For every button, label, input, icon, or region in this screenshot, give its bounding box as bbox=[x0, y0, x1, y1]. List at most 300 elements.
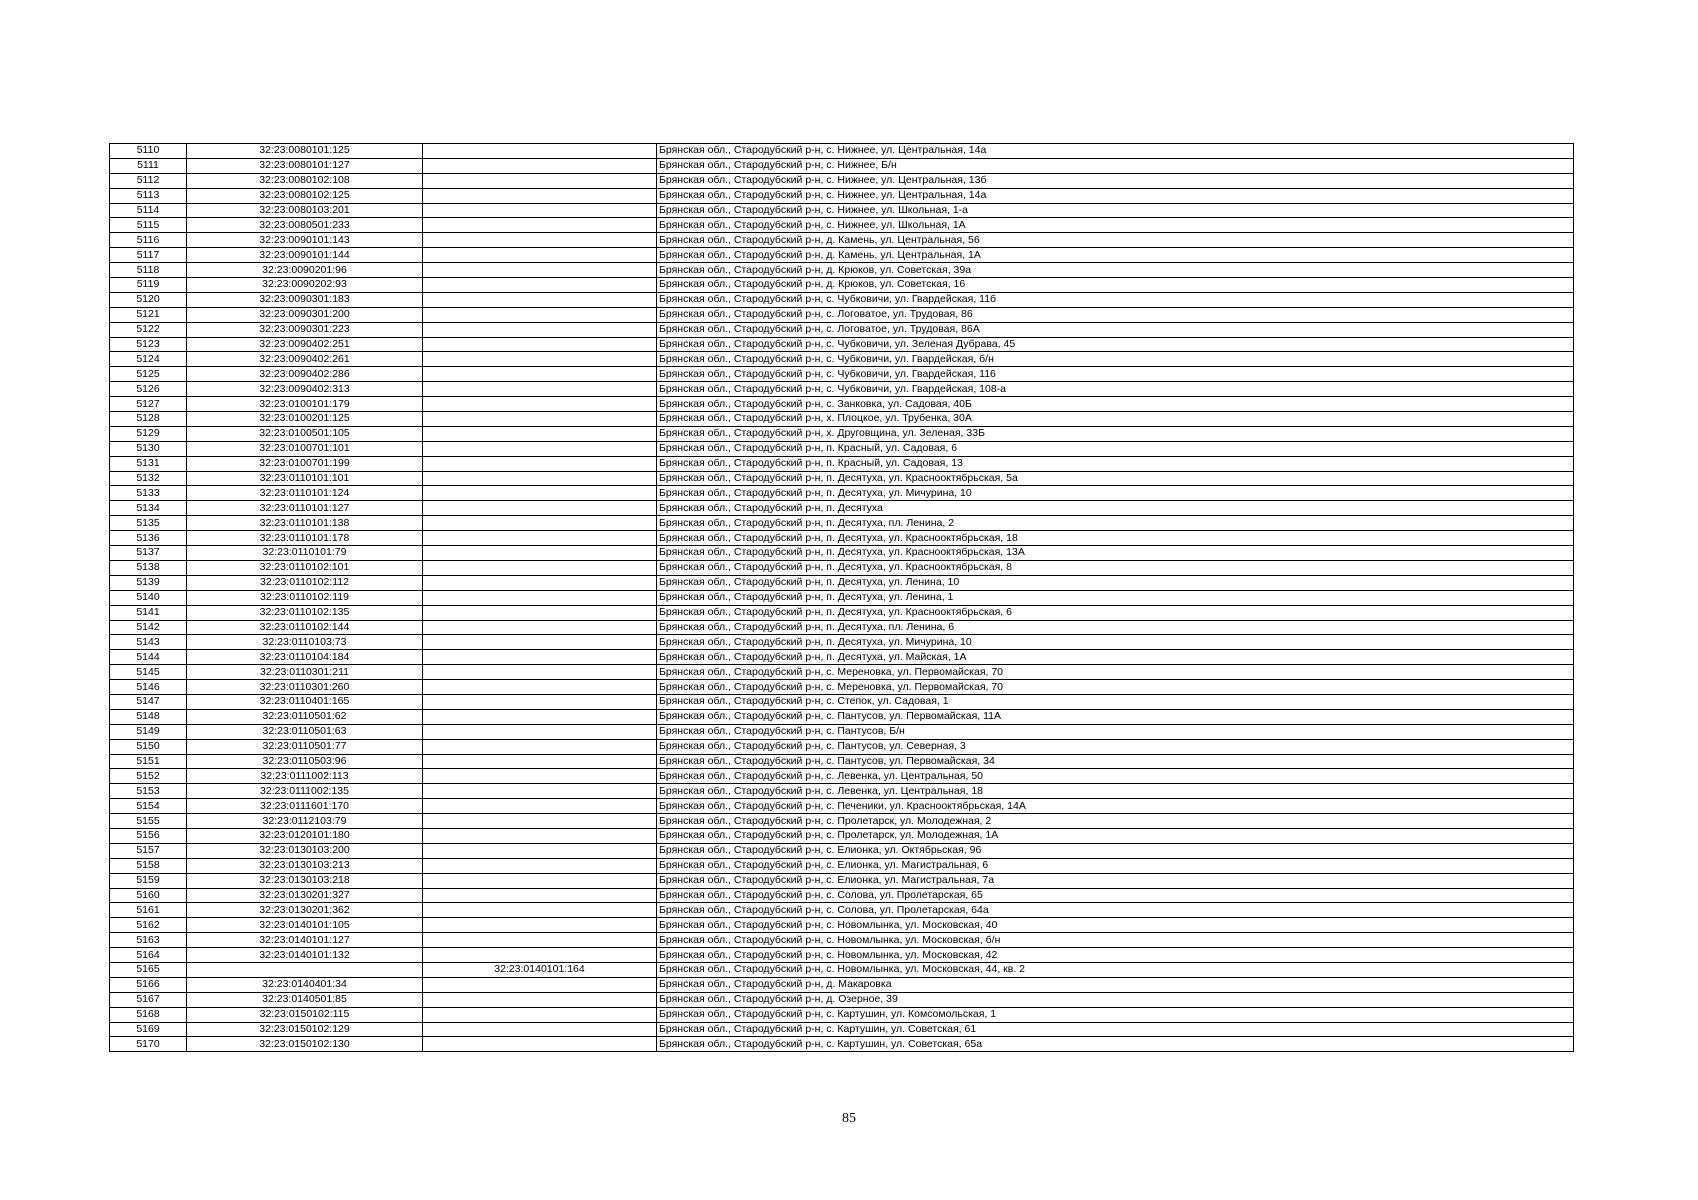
registry-table-body bbox=[110, 144, 1574, 1052]
row-number-cell: 5157 bbox=[110, 843, 187, 858]
row-number-cell: 5115 bbox=[110, 218, 187, 233]
table-row bbox=[110, 933, 1574, 948]
address-cell: Брянская обл., Стародубский р-н, х. Друговщина, ул. Зеленая, 33Б bbox=[657, 426, 1574, 441]
address-cell: Брянская обл., Стародубский р-н, п. Десятуха, ул. Краснооктябрьская, 18 bbox=[657, 531, 1574, 546]
cadastral-number-cell: 32:23:0100501:105 bbox=[187, 426, 423, 441]
secondary-cadastral-number-cell bbox=[423, 843, 657, 858]
cadastral-number-cell: 32:23:0090301:183 bbox=[187, 292, 423, 307]
table-row bbox=[110, 456, 1574, 471]
table-row bbox=[110, 278, 1574, 293]
table-row bbox=[110, 144, 1574, 159]
secondary-cadastral-number-cell bbox=[423, 501, 657, 516]
secondary-cadastral-number-cell bbox=[423, 709, 657, 724]
row-number-cell: 5151 bbox=[110, 754, 187, 769]
cadastral-number-cell: 32:23:0090402:251 bbox=[187, 337, 423, 352]
cadastral-number-cell: 32:23:0090101:143 bbox=[187, 233, 423, 248]
cadastral-number-cell bbox=[187, 962, 423, 977]
table-row bbox=[110, 412, 1574, 427]
cadastral-number-cell: 32:23:0090201:96 bbox=[187, 263, 423, 278]
table-row bbox=[110, 590, 1574, 605]
cadastral-number-cell: 32:23:0140401:34 bbox=[187, 977, 423, 992]
row-number-cell: 5116 bbox=[110, 233, 187, 248]
cadastral-number-cell: 32:23:0110501:62 bbox=[187, 709, 423, 724]
table-row bbox=[110, 843, 1574, 858]
table-row bbox=[110, 903, 1574, 918]
cadastral-number-cell: 32:23:0150102:115 bbox=[187, 1007, 423, 1022]
address-cell: Брянская обл., Стародубский р-н, с. Нижнее, Б/н bbox=[657, 158, 1574, 173]
row-number-cell: 5167 bbox=[110, 992, 187, 1007]
cadastral-number-cell: 32:23:0140101:127 bbox=[187, 933, 423, 948]
secondary-cadastral-number-cell bbox=[423, 322, 657, 337]
row-number-cell: 5111 bbox=[110, 158, 187, 173]
table-row bbox=[110, 605, 1574, 620]
row-number-cell: 5148 bbox=[110, 709, 187, 724]
secondary-cadastral-number-cell bbox=[423, 1022, 657, 1037]
secondary-cadastral-number-cell bbox=[423, 620, 657, 635]
secondary-cadastral-number-cell bbox=[423, 575, 657, 590]
secondary-cadastral-number-cell bbox=[423, 516, 657, 531]
cadastral-number-cell: 32:23:0110101:79 bbox=[187, 546, 423, 561]
secondary-cadastral-number-cell bbox=[423, 188, 657, 203]
table-row bbox=[110, 397, 1574, 412]
address-cell: Брянская обл., Стародубский р-н, с. Новомлынка, ул. Московская, 40 bbox=[657, 918, 1574, 933]
cadastral-number-cell: 32:23:0110101:127 bbox=[187, 501, 423, 516]
secondary-cadastral-number-cell bbox=[423, 948, 657, 963]
secondary-cadastral-number-cell bbox=[423, 158, 657, 173]
table-row bbox=[110, 724, 1574, 739]
address-cell: Брянская обл., Стародубский р-н, с. Нижнее, ул. Школьная, 1-а bbox=[657, 203, 1574, 218]
table-row bbox=[110, 1022, 1574, 1037]
secondary-cadastral-number-cell bbox=[423, 724, 657, 739]
row-number-cell: 5168 bbox=[110, 1007, 187, 1022]
address-cell: Брянская обл., Стародубский р-н, д. Крюков, ул. Советская, 16 bbox=[657, 278, 1574, 293]
cadastral-number-cell: 32:23:0080102:125 bbox=[187, 188, 423, 203]
table-row bbox=[110, 501, 1574, 516]
cadastral-number-cell: 32:23:0130103:218 bbox=[187, 873, 423, 888]
address-cell: Брянская обл., Стародубский р-н, с. Левенка, ул. Центральная, 18 bbox=[657, 784, 1574, 799]
secondary-cadastral-number-cell bbox=[423, 337, 657, 352]
cadastral-number-cell: 32:23:0100201:125 bbox=[187, 412, 423, 427]
cadastral-number-cell: 32:23:0130201:327 bbox=[187, 888, 423, 903]
table-row bbox=[110, 784, 1574, 799]
row-number-cell: 5125 bbox=[110, 367, 187, 382]
table-row bbox=[110, 680, 1574, 695]
secondary-cadastral-number-cell bbox=[423, 546, 657, 561]
address-cell: Брянская обл., Стародубский р-н, с. Нижнее, ул. Центральная, 14а bbox=[657, 188, 1574, 203]
table-row bbox=[110, 292, 1574, 307]
address-cell: Брянская обл., Стародубский р-н, с. Чубковичи, ул. Гвардейская, 108-а bbox=[657, 382, 1574, 397]
address-cell: Брянская обл., Стародубский р-н, с. Чубковичи, ул. Гвардейская, 116 bbox=[657, 367, 1574, 382]
cadastral-number-cell: 32:23:0090301:200 bbox=[187, 307, 423, 322]
address-cell: Брянская обл., Стародубский р-н, с. Елионка, ул. Магистральная, 7а bbox=[657, 873, 1574, 888]
cadastral-number-cell: 32:23:0110401:165 bbox=[187, 694, 423, 709]
cadastral-number-cell: 32:23:0110501:63 bbox=[187, 724, 423, 739]
address-cell: Брянская обл., Стародубский р-н, с. Картушин, ул. Советская, 61 bbox=[657, 1022, 1574, 1037]
row-number-cell: 5143 bbox=[110, 635, 187, 650]
address-cell: Брянская обл., Стародубский р-н, с. Новомлынка, ул. Московская, б/н bbox=[657, 933, 1574, 948]
address-cell: Брянская обл., Стародубский р-н, х. Плоцкое, ул. Трубенка, 30А bbox=[657, 412, 1574, 427]
secondary-cadastral-number-cell bbox=[423, 263, 657, 278]
page-number: 85 bbox=[842, 1111, 856, 1126]
address-cell: Брянская обл., Стародубский р-н, с. Чубковичи, ул. Зеленая Дубрава, 45 bbox=[657, 337, 1574, 352]
row-number-cell: 5122 bbox=[110, 322, 187, 337]
cadastral-number-cell: 32:23:0100701:101 bbox=[187, 441, 423, 456]
cadastral-number-cell: 32:23:0120101:180 bbox=[187, 828, 423, 843]
secondary-cadastral-number-cell bbox=[423, 144, 657, 159]
row-number-cell: 5128 bbox=[110, 412, 187, 427]
row-number-cell: 5153 bbox=[110, 784, 187, 799]
secondary-cadastral-number-cell bbox=[423, 739, 657, 754]
cadastral-number-cell: 32:23:0080101:125 bbox=[187, 144, 423, 159]
row-number-cell: 5158 bbox=[110, 858, 187, 873]
address-cell: Брянская обл., Стародубский р-н, п. Красный, ул. Садовая, 6 bbox=[657, 441, 1574, 456]
cadastral-number-cell: 32:23:0130201:362 bbox=[187, 903, 423, 918]
address-cell: Брянская обл., Стародубский р-н, с. Картушин, ул. Советская, 65а bbox=[657, 1037, 1574, 1052]
table-row bbox=[110, 486, 1574, 501]
cadastral-number-cell: 32:23:0110103:73 bbox=[187, 635, 423, 650]
table-row bbox=[110, 173, 1574, 188]
cadastral-number-cell: 32:23:0140501:85 bbox=[187, 992, 423, 1007]
cadastral-number-cell: 32:23:0100101:179 bbox=[187, 397, 423, 412]
row-number-cell: 5133 bbox=[110, 486, 187, 501]
cadastral-number-cell: 32:23:0140101:105 bbox=[187, 918, 423, 933]
address-cell: Брянская обл., Стародубский р-н, с. Занковка, ул. Садовая, 40Б bbox=[657, 397, 1574, 412]
row-number-cell: 5137 bbox=[110, 546, 187, 561]
row-number-cell: 5119 bbox=[110, 278, 187, 293]
row-number-cell: 5145 bbox=[110, 665, 187, 680]
secondary-cadastral-number-cell bbox=[423, 590, 657, 605]
address-cell: Брянская обл., Стародубский р-н, с. Новомлынка, ул. Московская, 44, кв. 2 bbox=[657, 962, 1574, 977]
cadastral-number-cell: 32:23:0130103:200 bbox=[187, 843, 423, 858]
row-number-cell: 5144 bbox=[110, 650, 187, 665]
table-row bbox=[110, 650, 1574, 665]
secondary-cadastral-number-cell bbox=[423, 173, 657, 188]
cadastral-number-cell: 32:23:0111601:170 bbox=[187, 799, 423, 814]
row-number-cell: 5123 bbox=[110, 337, 187, 352]
secondary-cadastral-number-cell bbox=[423, 367, 657, 382]
row-number-cell: 5160 bbox=[110, 888, 187, 903]
table-row bbox=[110, 739, 1574, 754]
secondary-cadastral-number-cell bbox=[423, 769, 657, 784]
table-row bbox=[110, 546, 1574, 561]
row-number-cell: 5152 bbox=[110, 769, 187, 784]
secondary-cadastral-number-cell bbox=[423, 531, 657, 546]
secondary-cadastral-number-cell bbox=[423, 307, 657, 322]
secondary-cadastral-number-cell bbox=[423, 560, 657, 575]
secondary-cadastral-number-cell bbox=[423, 858, 657, 873]
address-cell: Брянская обл., Стародубский р-н, с. Новомлынка, ул. Московская, 42 bbox=[657, 948, 1574, 963]
address-cell: Брянская обл., Стародубский р-н, п. Десятуха, пл. Ленина, 6 bbox=[657, 620, 1574, 635]
address-cell: Брянская обл., Стародубский р-н, д. Озерное, 39 bbox=[657, 992, 1574, 1007]
address-cell: Брянская обл., Стародубский р-н, д. Макаровка bbox=[657, 977, 1574, 992]
secondary-cadastral-number-cell bbox=[423, 426, 657, 441]
table-row bbox=[110, 471, 1574, 486]
table-row bbox=[110, 709, 1574, 724]
row-number-cell: 5114 bbox=[110, 203, 187, 218]
cadastral-number-cell: 32:23:0130103:213 bbox=[187, 858, 423, 873]
cadastral-number-cell: 32:23:0110301:211 bbox=[187, 665, 423, 680]
row-number-cell: 5166 bbox=[110, 977, 187, 992]
table-row bbox=[110, 694, 1574, 709]
row-number-cell: 5140 bbox=[110, 590, 187, 605]
secondary-cadastral-number-cell bbox=[423, 799, 657, 814]
row-number-cell: 5120 bbox=[110, 292, 187, 307]
address-cell: Брянская обл., Стародубский р-н, п. Десятуха, ул. Краснооктябрьская, 13А bbox=[657, 546, 1574, 561]
secondary-cadastral-number-cell bbox=[423, 1037, 657, 1052]
address-cell: Брянская обл., Стародубский р-н, с. Логоватое, ул. Трудовая, 86А bbox=[657, 322, 1574, 337]
cadastral-number-cell: 32:23:0110102:101 bbox=[187, 560, 423, 575]
address-cell: Брянская обл., Стародубский р-н, с. Елионка, ул. Октябрьская, 96 bbox=[657, 843, 1574, 858]
row-number-cell: 5141 bbox=[110, 605, 187, 620]
cadastral-number-cell: 32:23:0110101:124 bbox=[187, 486, 423, 501]
row-number-cell: 5162 bbox=[110, 918, 187, 933]
table-row bbox=[110, 888, 1574, 903]
secondary-cadastral-number-cell bbox=[423, 992, 657, 1007]
secondary-cadastral-number-cell bbox=[423, 412, 657, 427]
address-cell: Брянская обл., Стародубский р-н, с. Пантусов, ул. Первомайская, 11А bbox=[657, 709, 1574, 724]
address-cell: Брянская обл., Стародубский р-н, с. Картушин, ул. Комсомольская, 1 bbox=[657, 1007, 1574, 1022]
secondary-cadastral-number-cell bbox=[423, 977, 657, 992]
cadastral-number-cell: 32:23:0110503:96 bbox=[187, 754, 423, 769]
table-row bbox=[110, 977, 1574, 992]
table-row bbox=[110, 620, 1574, 635]
cadastral-number-cell: 32:23:0112103:79 bbox=[187, 814, 423, 829]
table-row bbox=[110, 426, 1574, 441]
table-row bbox=[110, 754, 1574, 769]
cadastral-number-cell: 32:23:0140101:132 bbox=[187, 948, 423, 963]
row-number-cell: 5164 bbox=[110, 948, 187, 963]
cadastral-number-cell: 32:23:0090402:286 bbox=[187, 367, 423, 382]
address-cell: Брянская обл., Стародубский р-н, д. Камень, ул. Центральная, 56 bbox=[657, 233, 1574, 248]
secondary-cadastral-number-cell bbox=[423, 933, 657, 948]
row-number-cell: 5124 bbox=[110, 352, 187, 367]
cadastral-number-cell: 32:23:0090301:223 bbox=[187, 322, 423, 337]
row-number-cell: 5127 bbox=[110, 397, 187, 412]
address-cell: Брянская обл., Стародубский р-н, с. Нижнее, ул. Школьная, 1А bbox=[657, 218, 1574, 233]
address-cell: Брянская обл., Стародубский р-н, п. Десятуха bbox=[657, 501, 1574, 516]
cadastral-number-cell: 32:23:0150102:130 bbox=[187, 1037, 423, 1052]
row-number-cell: 5138 bbox=[110, 560, 187, 575]
row-number-cell: 5131 bbox=[110, 456, 187, 471]
address-cell: Брянская обл., Стародубский р-н, с. Мереновка, ул. Первомайская, 70 bbox=[657, 680, 1574, 695]
address-cell: Брянская обл., Стародубский р-н, с. Степок, ул. Садовая, 1 bbox=[657, 694, 1574, 709]
address-cell: Брянская обл., Стародубский р-н, п. Десятуха, ул. Ленина, 10 bbox=[657, 575, 1574, 590]
cadastral-number-cell: 32:23:0110104:184 bbox=[187, 650, 423, 665]
cadastral-number-cell: 32:23:0090402:313 bbox=[187, 382, 423, 397]
table-row bbox=[110, 635, 1574, 650]
address-cell: Брянская обл., Стародубский р-н, п. Десятуха, ул. Краснооктябрьская, 5а bbox=[657, 471, 1574, 486]
row-number-cell: 5132 bbox=[110, 471, 187, 486]
row-number-cell: 5170 bbox=[110, 1037, 187, 1052]
row-number-cell: 5142 bbox=[110, 620, 187, 635]
cadastral-number-cell: 32:23:0111002:113 bbox=[187, 769, 423, 784]
row-number-cell: 5126 bbox=[110, 382, 187, 397]
address-cell: Брянская обл., Стародубский р-н, с. Чубковичи, ул. Гвардейская, б/н bbox=[657, 352, 1574, 367]
table-row bbox=[110, 263, 1574, 278]
secondary-cadastral-number-cell bbox=[423, 650, 657, 665]
row-number-cell: 5121 bbox=[110, 307, 187, 322]
secondary-cadastral-number-cell bbox=[423, 441, 657, 456]
table-row bbox=[110, 367, 1574, 382]
address-cell: Брянская обл., Стародубский р-н, д. Камень, ул. Центральная, 1А bbox=[657, 248, 1574, 263]
secondary-cadastral-number-cell bbox=[423, 352, 657, 367]
secondary-cadastral-number-cell bbox=[423, 248, 657, 263]
table-row bbox=[110, 188, 1574, 203]
cadastral-number-cell: 32:23:0110101:178 bbox=[187, 531, 423, 546]
cadastral-number-cell: 32:23:0110301:260 bbox=[187, 680, 423, 695]
cadastral-number-cell: 32:23:0080103:201 bbox=[187, 203, 423, 218]
secondary-cadastral-number-cell bbox=[423, 456, 657, 471]
secondary-cadastral-number-cell bbox=[423, 233, 657, 248]
address-cell: Брянская обл., Стародубский р-н, с. Пролетарск, ул. Молодежная, 1А bbox=[657, 828, 1574, 843]
row-number-cell: 5113 bbox=[110, 188, 187, 203]
table-row bbox=[110, 441, 1574, 456]
secondary-cadastral-number-cell bbox=[423, 1007, 657, 1022]
address-cell: Брянская обл., Стародубский р-н, с. Елионка, ул. Магистральная, 6 bbox=[657, 858, 1574, 873]
cadastral-number-cell: 32:23:0110102:112 bbox=[187, 575, 423, 590]
table-row bbox=[110, 560, 1574, 575]
table-row bbox=[110, 1007, 1574, 1022]
address-cell: Брянская обл., Стародубский р-н, с. Солова, ул. Пролетарская, 64а bbox=[657, 903, 1574, 918]
address-cell: Брянская обл., Стародубский р-н, с. Пантусов, ул. Первомайская, 34 bbox=[657, 754, 1574, 769]
table-row bbox=[110, 948, 1574, 963]
address-cell: Брянская обл., Стародубский р-н, с. Мереновка, ул. Первомайская, 70 bbox=[657, 665, 1574, 680]
address-cell: Брянская обл., Стародубский р-н, п. Десятуха, ул. Мичурина, 10 bbox=[657, 486, 1574, 501]
secondary-cadastral-number-cell bbox=[423, 605, 657, 620]
secondary-cadastral-number-cell bbox=[423, 903, 657, 918]
cadastral-number-cell: 32:23:0080501:233 bbox=[187, 218, 423, 233]
row-number-cell: 5130 bbox=[110, 441, 187, 456]
secondary-cadastral-number-cell bbox=[423, 397, 657, 412]
table-row bbox=[110, 962, 1574, 977]
table-row bbox=[110, 575, 1574, 590]
row-number-cell: 5155 bbox=[110, 814, 187, 829]
cadastral-number-cell: 32:23:0080102:108 bbox=[187, 173, 423, 188]
secondary-cadastral-number-cell bbox=[423, 471, 657, 486]
address-cell: Брянская обл., Стародубский р-н, д. Крюков, ул. Советская, 39а bbox=[657, 263, 1574, 278]
cadastral-number-cell: 32:23:0110101:138 bbox=[187, 516, 423, 531]
secondary-cadastral-number-cell bbox=[423, 873, 657, 888]
table-row bbox=[110, 337, 1574, 352]
cadastral-number-cell: 32:23:0100701:199 bbox=[187, 456, 423, 471]
table-row bbox=[110, 516, 1574, 531]
table-row bbox=[110, 218, 1574, 233]
row-number-cell: 5159 bbox=[110, 873, 187, 888]
cadastral-number-cell: 32:23:0110102:119 bbox=[187, 590, 423, 605]
row-number-cell: 5117 bbox=[110, 248, 187, 263]
row-number-cell: 5134 bbox=[110, 501, 187, 516]
table-row bbox=[110, 322, 1574, 337]
table-row bbox=[110, 814, 1574, 829]
table-row bbox=[110, 992, 1574, 1007]
secondary-cadastral-number-cell bbox=[423, 635, 657, 650]
registry-table bbox=[109, 143, 1574, 1052]
secondary-cadastral-number-cell bbox=[423, 203, 657, 218]
row-number-cell: 5150 bbox=[110, 739, 187, 754]
address-cell: Брянская обл., Стародубский р-н, с. Солова, ул. Пролетарская, 65 bbox=[657, 888, 1574, 903]
secondary-cadastral-number-cell bbox=[423, 888, 657, 903]
cadastral-number-cell: 32:23:0110101:101 bbox=[187, 471, 423, 486]
table-row bbox=[110, 531, 1574, 546]
address-cell: Брянская обл., Стародубский р-н, п. Десятуха, ул. Мичурина, 10 bbox=[657, 635, 1574, 650]
address-cell: Брянская обл., Стародубский р-н, с. Левенка, ул. Центральная, 50 bbox=[657, 769, 1574, 784]
table-row bbox=[110, 873, 1574, 888]
address-cell: Брянская обл., Стародубский р-н, с. Пролетарск, ул. Молодежная, 2 bbox=[657, 814, 1574, 829]
row-number-cell: 5163 bbox=[110, 933, 187, 948]
secondary-cadastral-number-cell bbox=[423, 278, 657, 293]
address-cell: Брянская обл., Стародубский р-н, с. Нижнее, ул. Центральная, 13б bbox=[657, 173, 1574, 188]
table-row bbox=[110, 769, 1574, 784]
cadastral-number-cell: 32:23:0090202:93 bbox=[187, 278, 423, 293]
row-number-cell: 5110 bbox=[110, 144, 187, 159]
table-row bbox=[110, 307, 1574, 322]
secondary-cadastral-number-cell bbox=[423, 665, 657, 680]
address-cell: Брянская обл., Стародубский р-н, п. Десятуха, ул. Ленина, 1 bbox=[657, 590, 1574, 605]
address-cell: Брянская обл., Стародубский р-н, с. Пантусов, Б/н bbox=[657, 724, 1574, 739]
secondary-cadastral-number-cell bbox=[423, 382, 657, 397]
address-cell: Брянская обл., Стародубский р-н, с. Печеники, ул. Краснооктябрьская, 14А bbox=[657, 799, 1574, 814]
secondary-cadastral-number-cell bbox=[423, 828, 657, 843]
secondary-cadastral-number-cell bbox=[423, 218, 657, 233]
cadastral-number-cell: 32:23:0150102:129 bbox=[187, 1022, 423, 1037]
secondary-cadastral-number-cell bbox=[423, 680, 657, 695]
secondary-cadastral-number-cell bbox=[423, 918, 657, 933]
secondary-cadastral-number-cell bbox=[423, 784, 657, 799]
table-row bbox=[110, 858, 1574, 873]
row-number-cell: 5169 bbox=[110, 1022, 187, 1037]
row-number-cell: 5165 bbox=[110, 962, 187, 977]
table-row bbox=[110, 158, 1574, 173]
row-number-cell: 5154 bbox=[110, 799, 187, 814]
cadastral-number-cell: 32:23:0111002:135 bbox=[187, 784, 423, 799]
address-cell: Брянская обл., Стародубский р-н, с. Пантусов, ул. Северная, 3 bbox=[657, 739, 1574, 754]
row-number-cell: 5118 bbox=[110, 263, 187, 278]
table-row bbox=[110, 248, 1574, 263]
row-number-cell: 5147 bbox=[110, 694, 187, 709]
address-cell: Брянская обл., Стародубский р-н, п. Десятуха, ул. Краснооктябрьская, 6 bbox=[657, 605, 1574, 620]
secondary-cadastral-number-cell bbox=[423, 814, 657, 829]
table-row bbox=[110, 799, 1574, 814]
secondary-cadastral-number-cell: 32:23:0140101:164 bbox=[423, 962, 657, 977]
table-row bbox=[110, 382, 1574, 397]
address-cell: Брянская обл., Стародубский р-н, с. Чубковичи, ул. Гвардейская, 11б bbox=[657, 292, 1574, 307]
secondary-cadastral-number-cell bbox=[423, 694, 657, 709]
address-cell: Брянская обл., Стародубский р-н, п. Десятуха, ул. Майская, 1А bbox=[657, 650, 1574, 665]
table-row bbox=[110, 918, 1574, 933]
cadastral-number-cell: 32:23:0090101:144 bbox=[187, 248, 423, 263]
row-number-cell: 5112 bbox=[110, 173, 187, 188]
secondary-cadastral-number-cell bbox=[423, 292, 657, 307]
secondary-cadastral-number-cell bbox=[423, 486, 657, 501]
row-number-cell: 5129 bbox=[110, 426, 187, 441]
address-cell: Брянская обл., Стародубский р-н, п. Десятуха, ул. Краснооктябрьская, 8 bbox=[657, 560, 1574, 575]
cadastral-number-cell: 32:23:0090402:261 bbox=[187, 352, 423, 367]
cadastral-number-cell: 32:23:0110501:77 bbox=[187, 739, 423, 754]
secondary-cadastral-number-cell bbox=[423, 754, 657, 769]
row-number-cell: 5146 bbox=[110, 680, 187, 695]
row-number-cell: 5139 bbox=[110, 575, 187, 590]
table-row bbox=[110, 828, 1574, 843]
cadastral-number-cell: 32:23:0110102:135 bbox=[187, 605, 423, 620]
row-number-cell: 5136 bbox=[110, 531, 187, 546]
row-number-cell: 5135 bbox=[110, 516, 187, 531]
cadastral-number-cell: 32:23:0110102:144 bbox=[187, 620, 423, 635]
cadastral-number-cell: 32:23:0080101:127 bbox=[187, 158, 423, 173]
address-cell: Брянская обл., Стародубский р-н, п. Десятуха, пл. Ленина, 2 bbox=[657, 516, 1574, 531]
row-number-cell: 5149 bbox=[110, 724, 187, 739]
address-cell: Брянская обл., Стародубский р-н, с. Логоватое, ул. Трудовая, 86 bbox=[657, 307, 1574, 322]
table-row bbox=[110, 1037, 1574, 1052]
